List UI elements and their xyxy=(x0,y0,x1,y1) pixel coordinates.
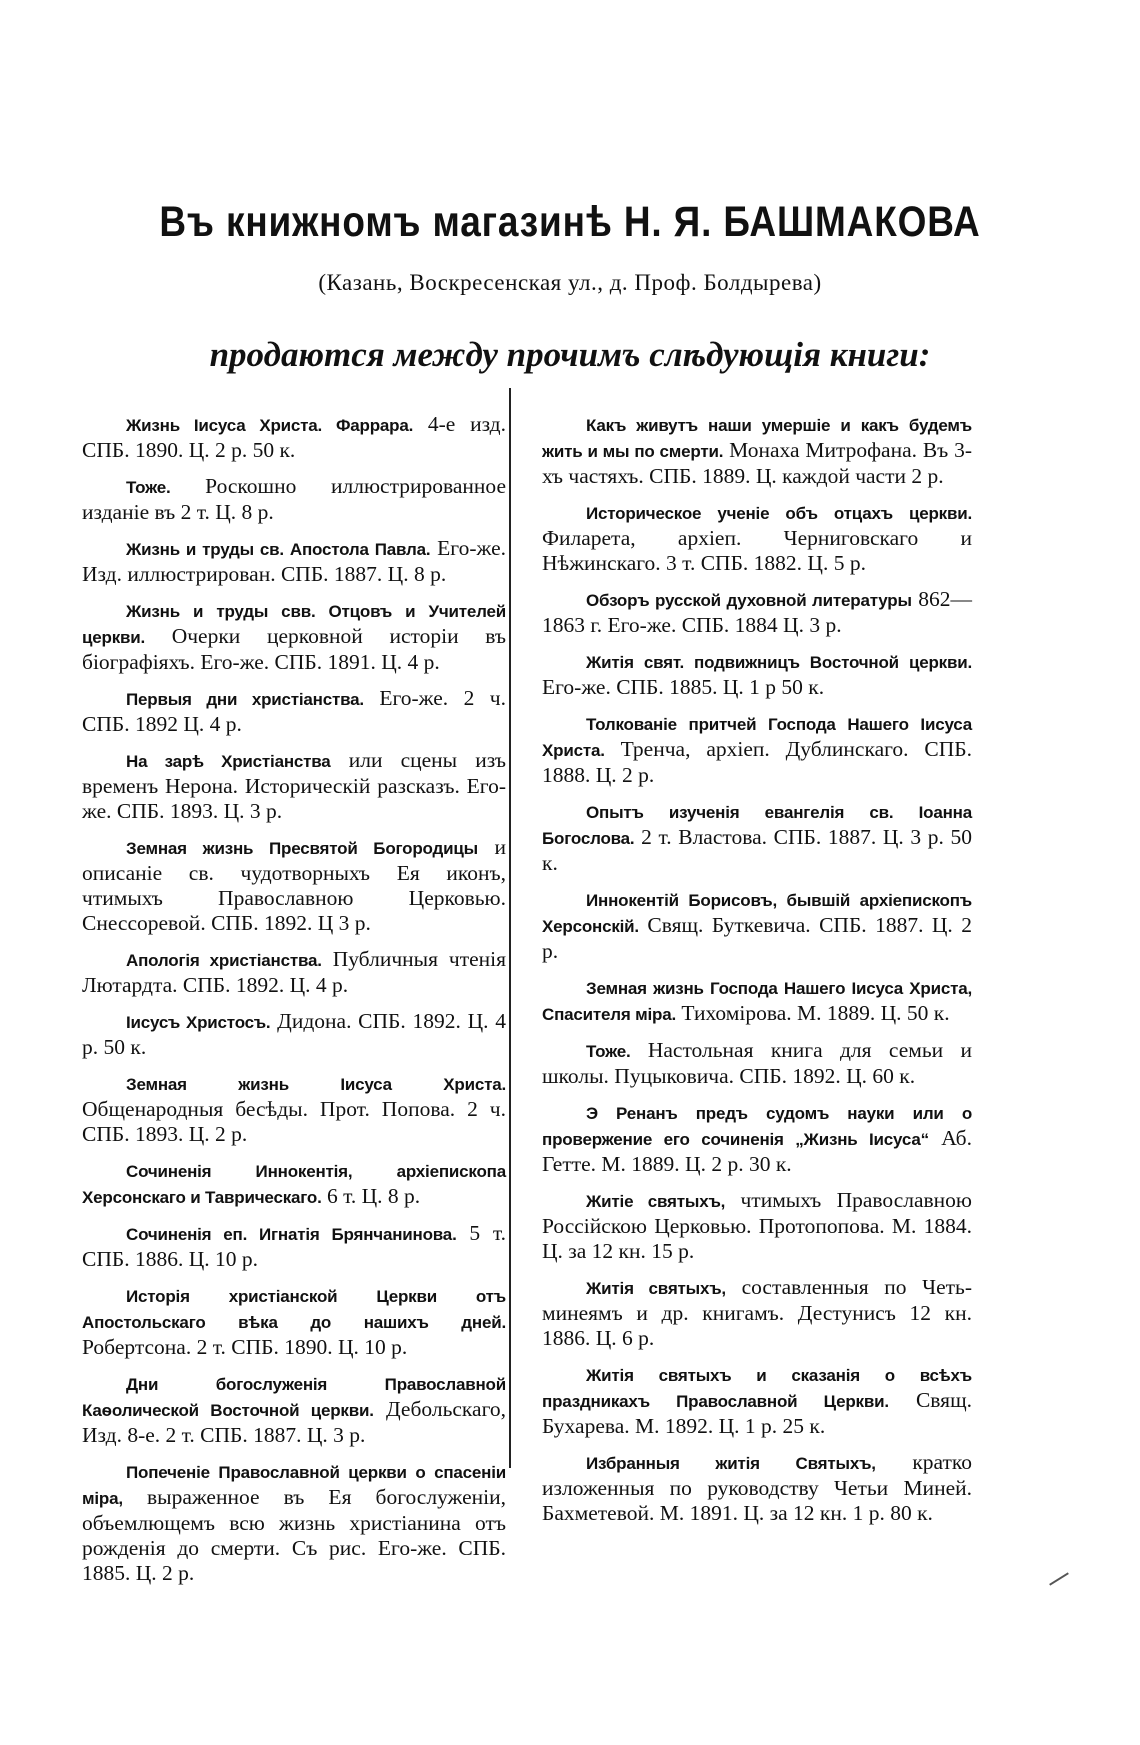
book-title: Первыя дни христіанства. xyxy=(126,690,364,709)
book-details: Монаха Митрофана. Въ 3-хъ частяхъ. СПБ. 1889. Ц. каждой части 2 р. xyxy=(542,438,973,488)
book-details: Свящ. Бухарева. М. 1892. Ц. 1 р. 25 к. xyxy=(542,1388,972,1438)
book-entry xyxy=(542,799,972,876)
book-details: Тихомірова. М. 1889. Ц. 50 к. xyxy=(681,1001,950,1025)
book-title: Жизнь и труды свв. Отцовъ и Учителей церкви. xyxy=(82,602,506,647)
book-entry xyxy=(542,1100,972,1177)
book-details: 6 т. Ц. 8 р. xyxy=(327,1184,421,1208)
book-details: Его-же. Изд. иллюстрирован. СПБ. 1887. Ц. 8 р. xyxy=(82,536,506,586)
book-title: Иннокентій Борисовъ, бывшій архіепископъ Херсонскій. xyxy=(542,891,972,936)
book-details: Его-же. СПБ. 1885. Ц. 1 р 50 к. xyxy=(542,675,825,699)
book-entry xyxy=(82,1071,506,1147)
book-entry xyxy=(82,598,506,675)
book-title: Попеченіе Православной церкви о спасеніи міра, xyxy=(82,1463,506,1508)
book-details: и описаніе св. чудотворныхъ Ея иконъ, чтимыхъ Православною Церковью. Снессоревой. СПБ. 1892. Ц 3 р. xyxy=(82,835,507,935)
book-title: Іисусъ Христосъ. xyxy=(126,1013,271,1032)
book-title: Житія свят. подвижницъ Восточной церкви. xyxy=(586,653,972,672)
book-title: Земная жизнь Господа Нашего Іисуса Христа, Спасителя міра. xyxy=(542,979,972,1024)
book-details: Общенародныя бесѣды. Прот. Попова. 2 ч. СПБ. 1893. Ц. 2 р. xyxy=(82,1097,506,1146)
book-title: Апологія христіанства. xyxy=(126,951,322,970)
book-entry xyxy=(82,1158,506,1210)
book-entry xyxy=(542,711,972,788)
book-details: выраженное въ Ея богослуженіи, объемлющемъ всю жизнь христіанина отъ рожденія до смерти. Съ рис. Его-же. СПБ. 1885. Ц. 2 р. xyxy=(82,1485,507,1585)
book-title: Толкованіе притчей Господа Нашего Іисуса Христа. xyxy=(542,715,972,760)
book-details: Настольная книга для семьи и школы. Пуцыковича. СПБ. 1892. Ц. 60 к. xyxy=(542,1038,972,1088)
book-title: Сочиненія Иннокентія, архіепископа Херсонскаго и Таврическаго. xyxy=(82,1162,506,1207)
book-entry xyxy=(82,748,506,824)
book-details: составленныя по Четь-минеямъ и др. книгамъ. Дестунисъ 12 кн. 1886. Ц. 6 р. xyxy=(542,1275,972,1350)
book-entry xyxy=(542,1450,972,1526)
book-title: Сочиненія еп. Игнатія Брянчанинова. xyxy=(126,1225,457,1244)
book-entry xyxy=(82,1009,506,1060)
book-details: Тренча, архіеп. Дублинскаго. СПБ. 1888. Ц. 2 р. xyxy=(542,737,972,787)
book-title: Земная жизнь Іисуса Христа. xyxy=(126,1075,506,1094)
book-entry xyxy=(82,536,506,587)
book-details: Дидона. СПБ. 1892. Ц. 4 р. 50 к. xyxy=(82,1009,507,1059)
book-entry xyxy=(542,1362,972,1439)
book-details: Дебольскаго, Изд. 8-е. 2 т. СПБ. 1887. Ц. 3 р. xyxy=(82,1397,506,1447)
book-title: Дни богослуженія Православной Каѳолической Восточной церкви. xyxy=(82,1375,506,1420)
book-title: Житія святыхъ, xyxy=(586,1279,726,1298)
page-title: Въ книжномъ магазинѣ Н. Я. БАШМАКОВА xyxy=(159,198,981,246)
book-entry xyxy=(82,1221,506,1272)
book-title: Жизнь и труды св. Апостола Павла. xyxy=(126,540,431,559)
book-details: Свящ. Буткевича. СПБ. 1887. Ц. 2 р. xyxy=(542,913,972,963)
book-title: На зарѣ Христіанства xyxy=(126,752,331,771)
book-entry xyxy=(542,887,972,964)
book-entry xyxy=(82,686,506,737)
book-title: Житія святыхъ и сказанія о всѣхъ праздникахъ Православной Церкви. xyxy=(542,1366,972,1411)
book-details: кратко изложенныя по руководству Четьи Миней. Бахметевой. М. 1891. Ц. за 12 кн. 1 р. 80 к. xyxy=(542,1450,972,1525)
store-address: (Казань, Воскресенская ул., д. Проф. Болдырева) xyxy=(318,270,822,295)
book-details: Публичныя чтенія Лютардта. СПБ. 1892. Ц. 4 р. xyxy=(82,947,507,997)
book-entry xyxy=(542,1188,972,1264)
book-entry xyxy=(542,587,972,638)
book-entry xyxy=(82,947,506,998)
book-details: или сцены изъ временъ Нерона. Историческій разсказъ. Его-же. СПБ. 1893. Ц. 3 р. xyxy=(82,748,506,823)
book-entry xyxy=(542,975,972,1027)
book-entry xyxy=(82,1459,506,1586)
book-title: Историческое ученіе объ отцахъ церкви. xyxy=(586,504,972,523)
book-details: Его-же. 2 ч. СПБ. 1892 Ц. 4 р. xyxy=(82,686,506,736)
book-title: Тоже. xyxy=(586,1042,631,1061)
book-details: 2 т. Властова. СПБ. 1887. Ц. 3 р. 50 к. xyxy=(542,825,972,875)
book-title: Тоже. xyxy=(126,478,171,497)
book-title: Обзоръ русской духовной литературы xyxy=(586,591,912,610)
book-entry xyxy=(542,1275,972,1351)
right-column xyxy=(542,412,972,1537)
left-column xyxy=(82,412,506,1597)
book-entry xyxy=(82,1371,506,1448)
book-details: Роскошно иллюстрированное изданіе въ 2 т. Ц. 8 р. xyxy=(82,474,506,524)
book-details: Робертсона. 2 т. СПБ. 1890. Ц. 10 р. xyxy=(82,1335,408,1359)
book-details: Аб. Гетте. М. 1889. Ц. 2 р. 30 к. xyxy=(542,1126,972,1176)
book-entry xyxy=(542,500,972,576)
book-details: 4-е изд. СПБ. 1890. Ц. 2 р. 50 к. xyxy=(82,412,506,462)
book-details: Очерки церковной исторіи въ біографіяхъ. Его-же. СПБ. 1891. Ц. 4 р. xyxy=(82,624,506,674)
book-details: Филарета, архіеп. Черниговскаго и Нѣжинскаго. 3 т. СПБ. 1882. Ц. 5 р. xyxy=(542,526,972,575)
column-divider xyxy=(509,388,511,1468)
book-title: Жизнь Іисуса Христа. Фаррара. xyxy=(126,416,414,435)
book-details: чтимыхъ Православною Россійскою Церковью. Протопопова. М. 1884. Ц. за 12 кн. 15 р. xyxy=(542,1188,972,1263)
pencil-mark xyxy=(1049,1572,1069,1585)
book-entry xyxy=(82,412,506,463)
book-title: Земная жизнь Пресвятой Богородицы xyxy=(126,839,478,858)
book-title: Опытъ изученія евангелія св. Іоанна Богослова. xyxy=(542,803,972,848)
book-entry xyxy=(542,649,972,700)
book-entry xyxy=(82,474,506,525)
page-subtitle: продаются между прочимъ слѣдующія книги: xyxy=(209,335,931,374)
book-details: 5 т. СПБ. 1886. Ц. 10 р. xyxy=(82,1221,506,1271)
book-entry xyxy=(82,835,506,936)
book-title: Исторія христіанской Церкви отъ Апостольскаго вѣка до нашихъ дней. xyxy=(82,1287,506,1332)
book-title: Э Ренанъ предъ судомъ науки или о провержение его сочиненія „Жизнь Іисуса“ xyxy=(542,1104,972,1149)
book-entry xyxy=(542,1038,972,1089)
book-title: Избранныя житія Святыхъ, xyxy=(586,1454,876,1473)
book-entry xyxy=(82,1283,506,1360)
book-details: 862—1863 г. Его-же. СПБ. 1884 Ц. 3 р. xyxy=(542,587,972,637)
book-entry xyxy=(542,412,972,489)
book-title: Какъ живутъ наши умершіе и какъ будемъ жить и мы по смерти. xyxy=(542,416,972,461)
book-title: Житіе святыхъ, xyxy=(586,1192,726,1211)
